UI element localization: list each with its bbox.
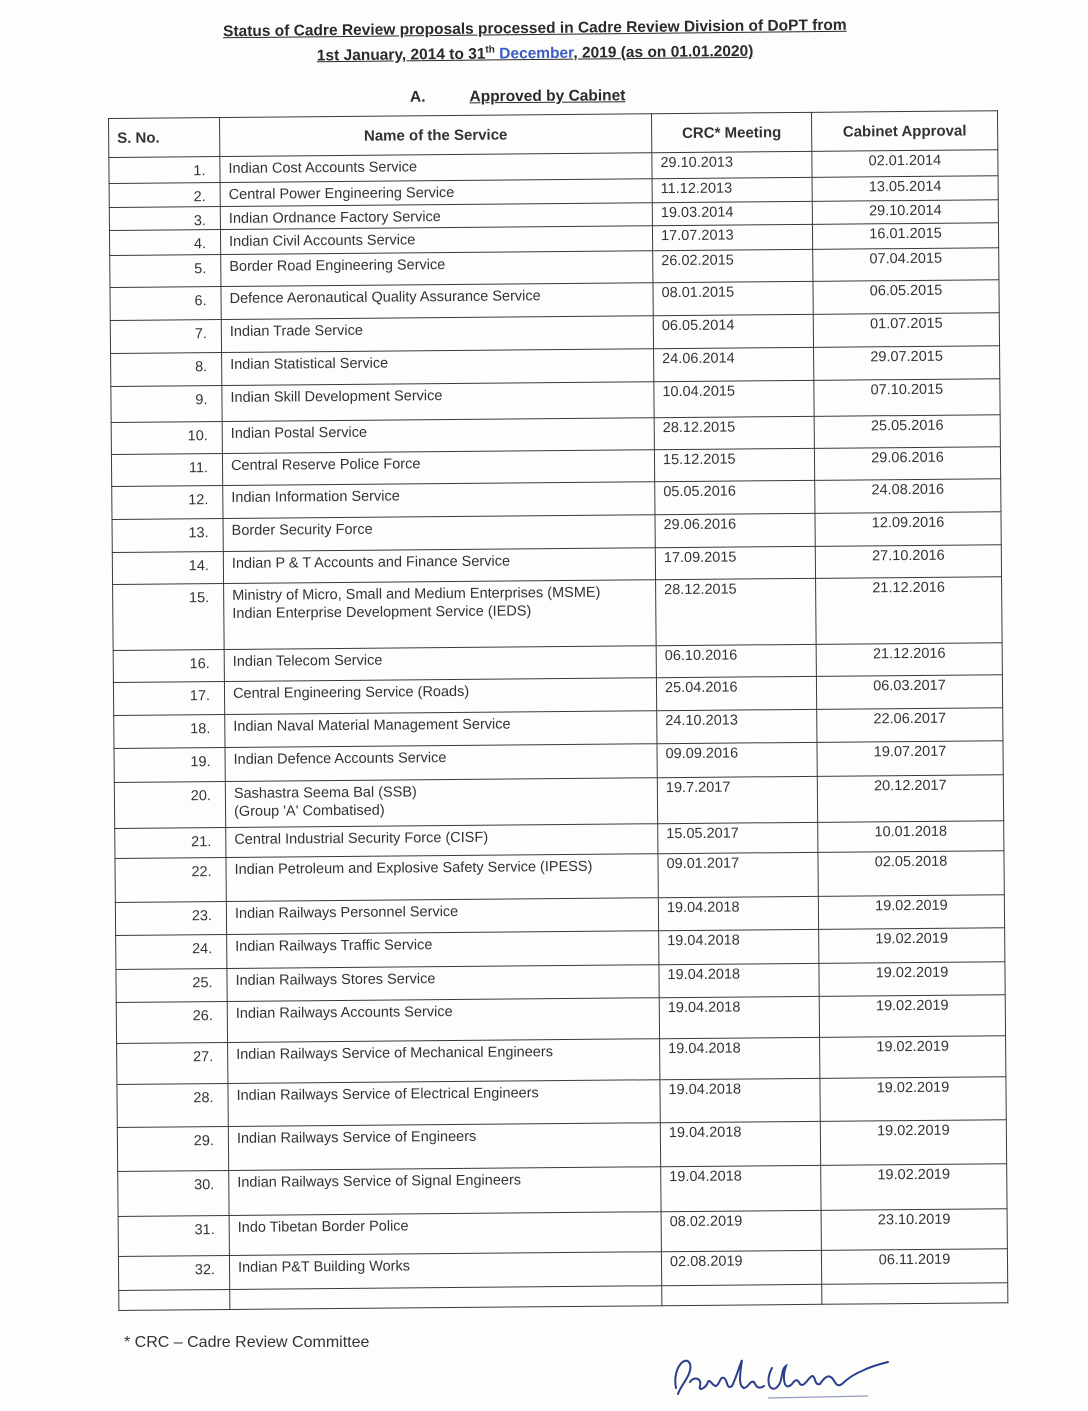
row-cabinet-approval: 10.01.2018 [818,821,1004,853]
row-service-name: Border Security Force [223,515,655,552]
row-crc-meeting: 10.04.2015 [654,381,814,418]
signature [668,1348,918,1411]
footnote: * CRC – Cadre Review Committee [124,1334,370,1351]
row-cabinet-approval: 13.05.2014 [812,176,998,202]
row-sno: 20. [114,781,225,828]
row-sno: 32. [118,1256,229,1290]
title-line-2: 1st January, 2014 to 31th December, 2019 (as on 01.01.2020) [316,42,754,65]
row-crc-meeting: 24.06.2014 [654,347,814,382]
table-row [113,577,1003,650]
row-cabinet-approval: 19.02.2019 [820,1036,1006,1079]
table-row [118,1164,1007,1217]
row-crc-meeting: 02.08.2019 [661,1251,821,1286]
row-service-name: Indian Skill Development Service [222,382,654,421]
row-cabinet-approval: 06.05.2015 [813,279,999,314]
row-service-name: Defence Aeronautical Quality Assurance Service [221,283,653,320]
row-sno: 14. [112,552,223,585]
cadre-review-table [108,110,1008,1311]
row-crc-meeting: 19.7.2017 [657,776,817,824]
table-body [109,150,1008,1311]
table-row [115,851,1004,903]
row-service-name: Indian Petroleum and Explosive Safety Service (IPESS) [226,854,658,902]
row-sno: 21. [115,827,226,858]
header-cabinet-approval: Cabinet Approval [811,111,997,152]
row-crc-meeting: 06.05.2014 [653,314,813,349]
row-cabinet-approval: 29.07.2015 [814,346,1000,381]
row-service-name: Indian Civil Accounts Service [220,226,652,254]
row-crc-meeting: 28.12.2015 [656,579,817,646]
row-crc-meeting: 17.07.2013 [652,225,812,251]
row-sno: 25. [116,968,227,1002]
row-cabinet-approval: 07.10.2015 [814,379,1000,416]
row-cabinet-approval: 06.03.2017 [816,675,1002,710]
row-crc-meeting: 25.04.2016 [656,676,816,711]
row-sno: 30. [118,1170,229,1216]
row-service-name: Central Power Engineering Service [220,179,652,207]
row-crc-meeting: 19.04.2018 [660,1121,820,1167]
row-service-name: Indian Railways Traffic Service [227,931,659,968]
row-service-name: Indian Railways Service of Signal Engineers [229,1167,661,1216]
row-cabinet-approval: 19.02.2019 [820,1119,1006,1165]
row-sno: 7. [110,319,221,353]
row-sno: 27. [117,1043,228,1085]
row-cabinet-approval: 20.12.2017 [817,774,1003,822]
row-service-name: Indian Railways Service of Electrical Engineers [228,1080,660,1126]
row-cabinet-approval: 19.02.2019 [819,961,1005,996]
row-crc-meeting: 29.10.2013 [652,151,812,179]
row-cabinet-approval: 29.10.2014 [812,200,998,225]
row-sno: 13. [112,519,223,553]
row-cabinet-approval: 07.04.2015 [813,247,999,281]
row-sno: 1. [109,157,220,184]
table-row [114,774,1003,828]
title-line-1: Status of Cadre Review proposals processed in Cadre Review Division of DoPT from [222,16,847,41]
row-service-name: Indian Railways Service of Engineers [228,1122,660,1170]
row-crc-meeting: 08.01.2015 [653,281,813,316]
row-crc-meeting: 17.09.2015 [655,547,815,581]
row-cabinet-approval: 06.11.2019 [821,1249,1007,1284]
filler-cell [230,1285,662,1309]
row-cabinet-approval: 19.02.2019 [819,928,1005,963]
row-crc-meeting: 15.12.2015 [654,448,814,482]
row-cabinet-approval: 16.01.2015 [812,223,998,249]
row-sno: 26. [116,1001,227,1043]
row-service-name: Central Industrial Security Force (CISF) [226,824,658,858]
row-sno: 5. [110,254,221,287]
row-crc-meeting: 19.03.2014 [652,202,812,227]
row-sno: 15. [113,584,225,650]
row-sno: 29. [117,1126,228,1171]
row-sno: 31. [118,1216,229,1257]
row-crc-meeting: 19.04.2018 [660,1079,820,1123]
row-service-name: Indo Tibetan Border Police [229,1212,661,1256]
row-cabinet-approval: 22.06.2017 [817,708,1003,743]
row-cabinet-approval: 29.06.2016 [814,446,1000,480]
row-cabinet-approval: 21.12.2016 [816,643,1002,677]
row-sno: 17. [113,682,224,716]
filler-cell [119,1289,230,1310]
row-service-name: Indian Information Service [223,482,655,519]
row-sno: 16. [113,649,224,682]
row-crc-meeting: 19.04.2018 [660,1037,820,1080]
row-cabinet-approval: 02.01.2014 [812,150,998,178]
cadre-review-table-wrapper [108,110,1007,1311]
row-crc-meeting: 15.05.2017 [658,822,818,854]
row-cabinet-approval: 12.09.2016 [815,512,1001,547]
row-cabinet-approval: 01.07.2015 [813,313,999,348]
row-crc-meeting: 28.12.2015 [654,416,814,450]
row-sno: 6. [110,286,221,320]
row-crc-meeting: 06.10.2016 [656,644,816,678]
row-sno: 11. [111,453,222,486]
row-crc-meeting: 26.02.2015 [653,249,813,283]
row-sno: 19. [114,748,225,782]
row-service-name: Indian Defence Accounts Service [225,744,657,781]
row-sno: 22. [115,858,226,903]
header-service-name: Name of the Service [220,114,652,157]
row-service-name: Indian P&T Building Works [229,1252,661,1289]
signature-image [668,1348,918,1406]
row-cabinet-approval: 25.05.2016 [814,414,1000,448]
row-service-name: Indian Postal Service [222,417,654,453]
row-sno: 23. [115,902,226,936]
row-sno: 2. [109,183,220,208]
section-letter: A. [409,88,426,106]
row-service-name: Indian Ordnance Factory Service [220,203,652,230]
row-cabinet-approval: 21.12.2016 [816,577,1003,644]
row-cabinet-approval: 19.02.2019 [820,1077,1006,1121]
row-crc-meeting: 19.04.2018 [659,996,819,1039]
row-service-name: Indian Naval Material Management Service [225,711,657,748]
row-crc-meeting: 19.04.2018 [659,963,819,998]
row-crc-meeting: 05.05.2016 [655,480,815,515]
row-service-name: Indian Railways Personnel Service [226,898,658,935]
row-service-name: Indian Statistical Service [222,349,654,386]
row-sno: 28. [117,1084,228,1127]
row-service-name: Indian Railways Accounts Service [227,998,659,1043]
row-cabinet-approval: 02.05.2018 [818,851,1004,897]
row-service-name: Central Engineering Service (Roads) [224,678,656,715]
row-crc-meeting: 24.10.2013 [657,710,817,745]
row-crc-meeting: 11.12.2013 [652,178,812,204]
document-title [120,14,950,69]
row-service-name: Central Reserve Police Force [222,449,654,485]
table-row [117,1119,1006,1171]
section-title: Approved by Cabinet [469,87,626,106]
row-service-name: Indian Trade Service [221,316,653,353]
row-cabinet-approval: 24.08.2016 [815,479,1001,514]
row-sno: 4. [109,230,220,255]
row-service-name: Sashastra Seema Bal (SSB) (Group 'A' Combatised) [225,777,657,827]
row-crc-meeting: 19.04.2018 [659,930,819,965]
row-crc-meeting: 19.04.2018 [661,1165,821,1212]
row-service-name: Border Road Engineering Service [221,250,653,286]
row-crc-meeting: 29.06.2016 [655,513,815,548]
row-crc-meeting: 08.02.2019 [661,1210,821,1252]
row-service-name: Indian Cost Accounts Service [220,153,652,183]
row-crc-meeting: 09.01.2017 [658,852,818,898]
row-service-name: Indian Railways Stores Service [227,964,659,1001]
row-cabinet-approval: 19.02.2019 [819,995,1005,1038]
row-sno: 8. [111,353,222,387]
row-cabinet-approval: 19.02.2019 [818,895,1004,930]
row-sno: 3. [109,207,220,231]
header-sno: S. No. [109,118,220,158]
row-cabinet-approval: 23.10.2019 [821,1209,1007,1251]
row-service-name: Ministry of Micro, Small and Medium Enterprises (MSME) Indian Enterprise Development Service (IEDS) [224,580,657,649]
row-sno: 24. [116,935,227,969]
header-crc-meeting: CRC* Meeting [651,112,811,152]
row-crc-meeting: 09.09.2016 [657,743,817,778]
row-sno: 10. [111,421,222,454]
row-cabinet-approval: 27.10.2016 [815,545,1001,579]
row-sno: 12. [112,485,223,519]
row-sno: 9. [111,386,222,422]
row-cabinet-approval: 19.07.2017 [817,741,1003,776]
row-sno: 18. [114,715,225,749]
filler-cell [822,1282,1008,1304]
row-service-name: Indian Railways Service of Mechanical Engineers [228,1039,660,1084]
filler-cell [662,1284,822,1306]
section-heading [410,87,626,107]
row-service-name: Indian Telecom Service [224,646,656,682]
row-service-name: Indian P & T Accounts and Finance Service [223,548,655,584]
row-crc-meeting: 19.04.2018 [658,897,818,932]
row-cabinet-approval: 19.02.2019 [821,1164,1007,1211]
